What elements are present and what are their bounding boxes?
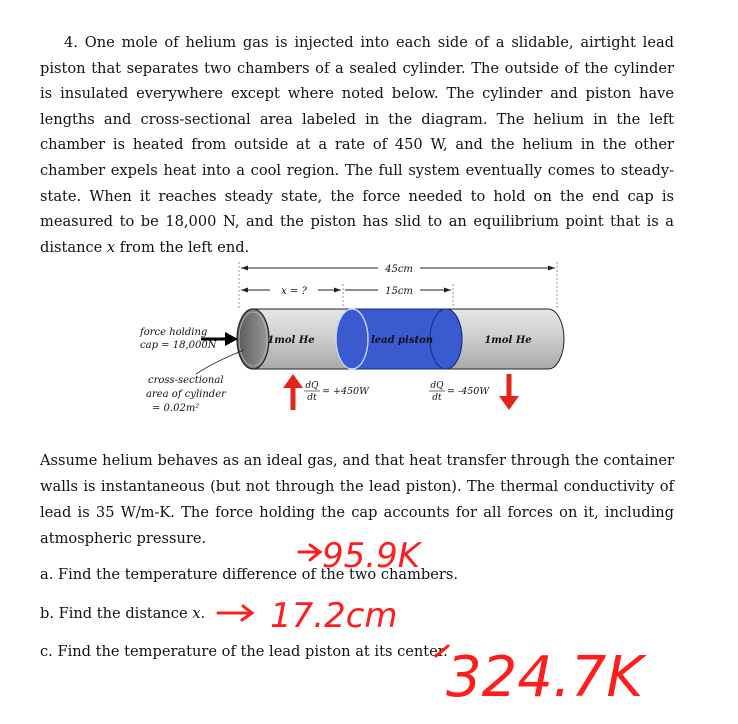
part-a: a. Find the temperature difference of the two chambers.	[40, 566, 459, 583]
force-label-line2: cap = 18,000N	[140, 340, 217, 351]
area-label-line3: = 0.02m²	[152, 403, 200, 414]
part-b-prefix: b. Find the distance	[40, 605, 193, 622]
answer-b: 17.2cm	[270, 596, 398, 636]
problem-text-end: from the left end.	[115, 238, 250, 256]
heat-in-dt: dt	[307, 393, 317, 403]
assumptions-paragraph: Assume helium behaves as an ideal gas, and that heat transfer through the container walls is instantaneous (but not through the lead piston). The thermal conductivity of lead is 35 W/m-K. The force holding the cap accounts for all forces on it, including atmospheric pressure.	[40, 452, 674, 547]
part-b-suffix: .	[200, 605, 206, 622]
answer-b-arrow	[218, 606, 252, 620]
area-label-line1: cross-sectional	[148, 375, 224, 386]
answer-a: 95.9K	[322, 536, 420, 576]
piston-length-label: 15cm	[385, 286, 413, 297]
heat-out-dq: dQ	[430, 381, 444, 391]
heat-in-value: = +450W	[322, 386, 369, 397]
answer-a-arrow	[299, 545, 320, 560]
part-b-variable: x	[192, 605, 201, 622]
right-chamber-label: 1mol He	[484, 335, 532, 346]
force-label-line1: force holding	[140, 327, 208, 338]
problem-number: 4.	[64, 34, 78, 51]
heat-in-dq: dQ	[305, 381, 319, 391]
left-chamber-label: 1mol He	[267, 335, 315, 346]
heat-out-value: = -450W	[447, 386, 490, 397]
part-c: c. Find the temperature of the lead piston at its center.	[40, 643, 448, 660]
piston-label: lead piston	[370, 335, 434, 346]
x-label: x = ?	[281, 286, 307, 297]
answer-c: 324.7K	[446, 645, 644, 710]
problem-text: One mole of helium gas is injected into each side of a slidable, airtight lead piston that separates two chambers of a sealed cylinder. The outside of the cylinder is insulated everywhere except where noted below. The cylinder and piston have lengths and cross-sectional area labeled in the diagram. The helium in the left chamber is heated from outside at a rate of 450 W, and the helium in the other chamber expels heat into a cool region. The full system eventually comes to steady-state. When it reaches steady state, the force needed to hold on the end cap is measured to be 18,000 N, and the piston has slid to an equilibrium point that is a distance	[40, 34, 675, 256]
heat-out-dt: dt	[432, 393, 442, 403]
area-label-line2: area of cylinder	[146, 389, 226, 400]
total-length-label: 45cm	[385, 264, 413, 275]
variable-x: x	[106, 238, 116, 256]
